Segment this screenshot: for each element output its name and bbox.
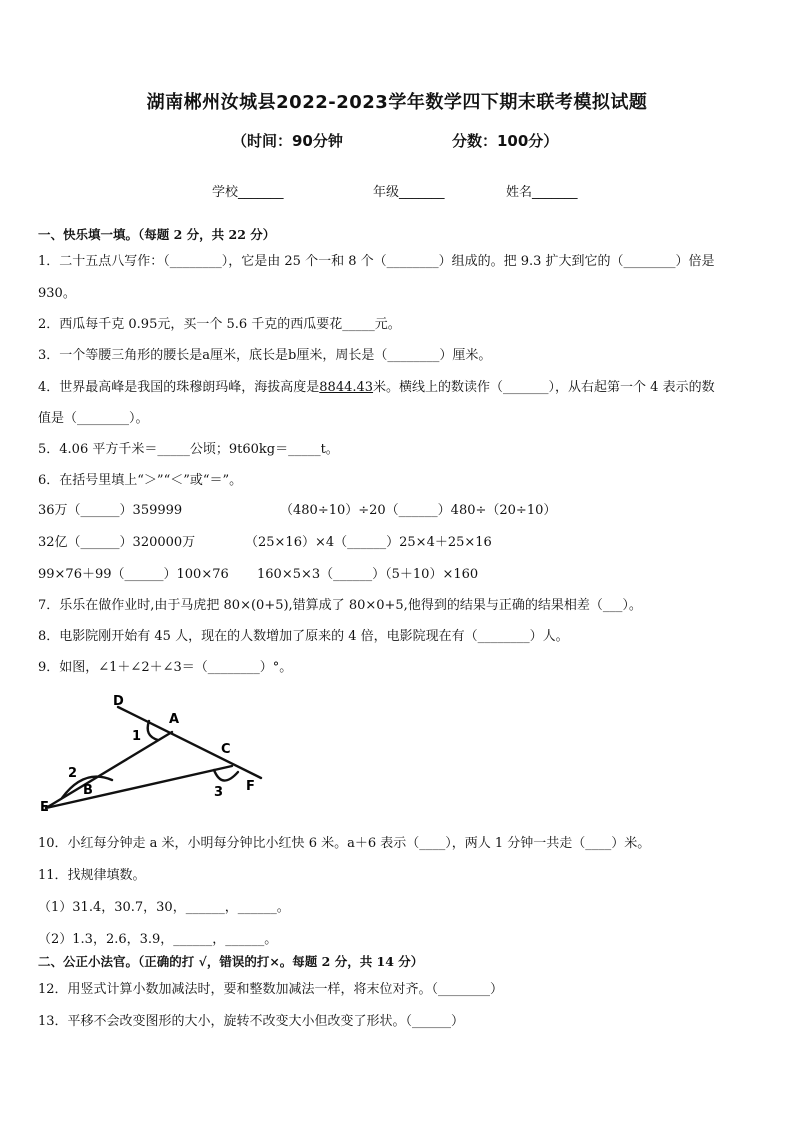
angle-figure bbox=[36, 690, 276, 815]
name-field: 姓名_______ bbox=[506, 185, 578, 200]
question-2: 2．西瓜每千克 0.95元，买一个 5.6 千克的西瓜要花_____元。 bbox=[38, 317, 401, 332]
question-4-number: 8844.43 bbox=[319, 380, 374, 395]
q6-row1-left: 36万（______）359999 bbox=[38, 503, 183, 518]
q6-row3-left: 99×76＋99（______）100×76 bbox=[38, 567, 229, 582]
question-4 bbox=[38, 376, 715, 395]
question-5: 5．4.06 平方千米＝_____公顷；9t60kg＝_____t。 bbox=[38, 442, 339, 457]
question-1-cont: 930。 bbox=[38, 286, 76, 301]
label-1: 1 bbox=[132, 729, 142, 744]
question-4-pre: 4．世界最高峰是我国的珠穆朗玛峰，海拔高度是 bbox=[38, 380, 320, 395]
question-7: 7．乐乐在做作业时,由于马虎把 80×(0+5),错算成了 80×0+5,他得到的结果与正确的结果相差（___）。 bbox=[38, 598, 642, 613]
q6-row1-right: （480÷10）÷20（______）480÷（20÷10） bbox=[280, 503, 557, 518]
question-9: 9．如图，∠1＋∠2＋∠3＝（________）°。 bbox=[38, 660, 293, 675]
label-f: F bbox=[246, 779, 255, 794]
section-heading-1: 一、快乐填一填。（每题 2 分，共 22 分） bbox=[38, 227, 276, 242]
label-d: D bbox=[113, 694, 124, 709]
question-10: 10．小红每分钟走 a 米，小明每分钟比小红快 6 米。a＋6 表示（____），两人 1 分钟一共走（____）米。 bbox=[38, 836, 651, 851]
time-label: （时间：90分钟 bbox=[232, 132, 343, 150]
question-11: 11．找规律填数。 bbox=[38, 868, 146, 883]
label-b: B bbox=[83, 783, 93, 798]
score-label: 分数：100分） bbox=[452, 132, 559, 150]
section-heading-2: 二、公正小法官。（正确的打 √，错误的打×。每题 2 分，共 14 分） bbox=[38, 954, 424, 969]
question-12: 12．用竖式计算小数加减法时，要和整数加减法一样，将末位对齐。（________） bbox=[38, 982, 504, 997]
question-4-cont: 值是（________）。 bbox=[38, 411, 149, 426]
question-8: 8．电影院刚开始有 45 人，现在的人数增加了原来的 4 倍，电影院现在有（________）人。 bbox=[38, 629, 569, 644]
question-13: 13．平移不会改变图形的大小，旋转不改变大小但改变了形状。（______） bbox=[38, 1014, 465, 1029]
q6-row2-right: （25×16）×4（______）25×4＋25×16 bbox=[245, 535, 492, 550]
question-3: 3．一个等腰三角形的腰长是a厘米，底长是b厘米，周长是（________）厘米。 bbox=[38, 348, 492, 363]
q6-row3-right: 160×5×3（______）（5＋10）×160 bbox=[257, 567, 479, 582]
label-3: 3 bbox=[214, 785, 224, 800]
question-6: 6．在括号里填上“＞”“＜”或“＝”。 bbox=[38, 473, 243, 488]
grade-field: 年级_______ bbox=[373, 185, 445, 200]
label-2: 2 bbox=[68, 766, 78, 781]
question-11-part2: （2）1.3，2.6，3.9，______，______。 bbox=[38, 932, 278, 947]
question-4-post: 米。横线上的数读作（_______），从右起第一个 4 表示的数 bbox=[373, 380, 715, 395]
question-11-part1: （1）31.4，30.7，30，______，______。 bbox=[38, 900, 290, 915]
question-1: 1．二十五点八写作：（________），它是由 25 个一和 8 个（________）组成的。把 9.3 扩大到它的（________）倍是 bbox=[38, 254, 715, 269]
school-field: 学校_______ bbox=[212, 185, 284, 200]
label-c: C bbox=[221, 742, 231, 757]
q6-row2-left: 32亿（______）320000万 bbox=[38, 535, 196, 550]
page-title: 湖南郴州汝城县2022-2023学年数学四下期末联考模拟试题 bbox=[146, 92, 648, 113]
label-e: E bbox=[40, 800, 49, 815]
label-a: A bbox=[169, 712, 180, 727]
